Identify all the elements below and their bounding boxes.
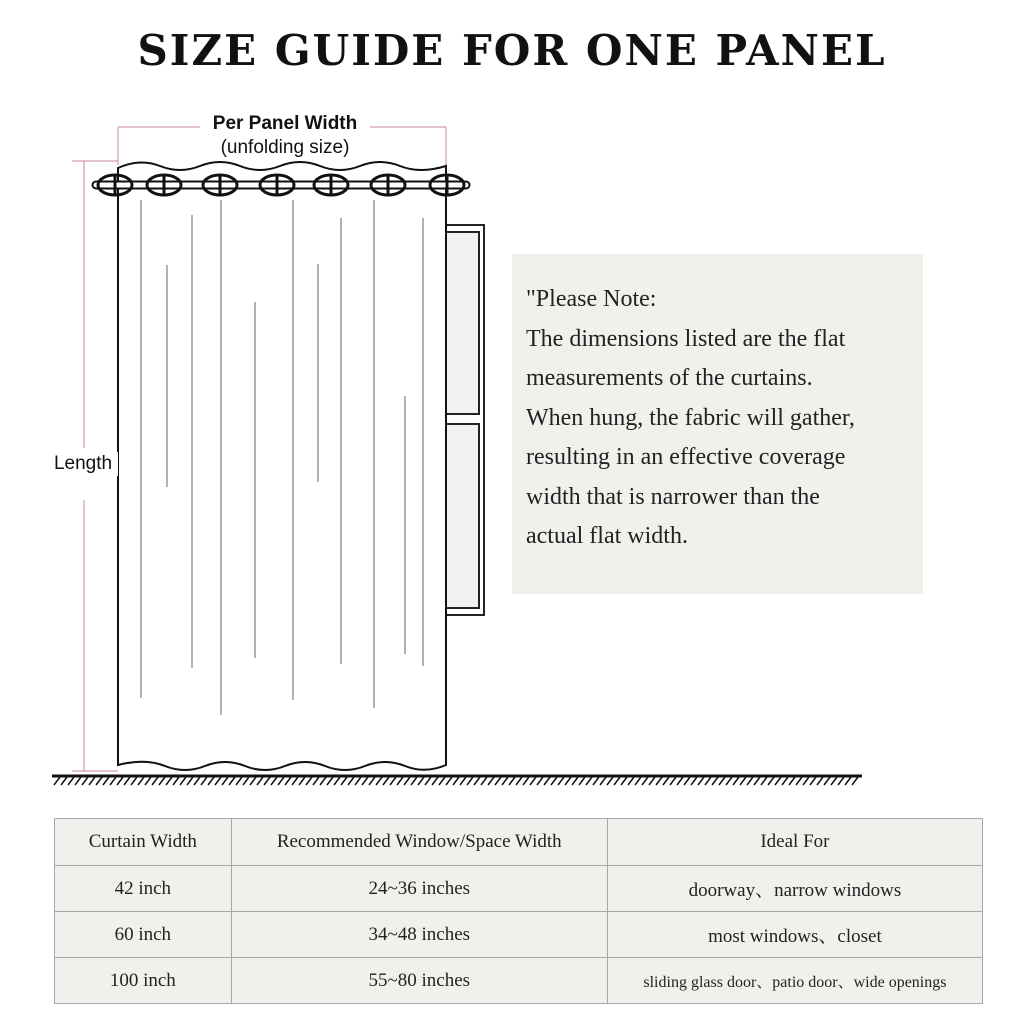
per-panel-width-label: [200, 112, 370, 160]
floor-hatch-mark: [698, 777, 704, 785]
floor-hatch-mark: [432, 777, 438, 785]
floor-hatch-mark: [712, 777, 718, 785]
floor-hatch-mark: [82, 777, 88, 785]
header-ideal-for: Ideal For: [607, 819, 982, 866]
floor-hatch-mark: [719, 777, 725, 785]
note-line: The dimensions listed are the flat: [526, 325, 846, 352]
floor-hatch-mark: [579, 777, 585, 785]
note-line: "Please Note:: [526, 286, 657, 312]
floor-hatch-mark: [320, 777, 326, 785]
floor-hatch-mark: [348, 777, 354, 785]
width-label-subtitle: (unfolding size): [220, 137, 350, 158]
floor-hatch-mark: [544, 777, 550, 785]
floor-hatch-mark: [61, 777, 67, 785]
cell-recommended-width: 24~36 inches: [231, 866, 607, 912]
floor-hatch-mark: [194, 777, 200, 785]
table-row: [55, 912, 983, 958]
floor-hatch-mark: [747, 777, 753, 785]
floor-hatch-mark: [75, 777, 81, 785]
floor-hatch-mark: [817, 777, 823, 785]
floor-hatch-mark: [600, 777, 606, 785]
floor-hatch-mark: [411, 777, 417, 785]
floor-hatch-mark: [565, 777, 571, 785]
floor-hatch-mark: [509, 777, 515, 785]
floor-hatch-mark: [208, 777, 214, 785]
floor-hatch-mark: [418, 777, 424, 785]
floor-hatch-mark: [656, 777, 662, 785]
floor-hatch-mark: [691, 777, 697, 785]
floor-hatch-mark: [103, 777, 109, 785]
floor-hatch-mark: [299, 777, 305, 785]
floor-hatch-mark: [257, 777, 263, 785]
floor-hatch-mark: [558, 777, 564, 785]
floor-hatch-mark: [341, 777, 347, 785]
floor-hatch-mark: [838, 777, 844, 785]
floor-hatch-mark: [670, 777, 676, 785]
size-table: [54, 818, 983, 1004]
floor-hatch-mark: [852, 777, 858, 785]
floor-hatch-mark: [523, 777, 529, 785]
floor-hatch-mark: [131, 777, 137, 785]
floor-hatch-mark: [621, 777, 627, 785]
floor-hatch-mark: [264, 777, 270, 785]
floor-hatch-mark: [215, 777, 221, 785]
floor-hatch-mark: [243, 777, 249, 785]
cell-recommended-width: 34~48 inches: [231, 912, 607, 958]
floor-hatch-mark: [502, 777, 508, 785]
floor-hatch-mark: [271, 777, 277, 785]
floor-hatch-mark: [355, 777, 361, 785]
floor-hatch-mark: [124, 777, 130, 785]
floor-hatch-mark: [117, 777, 123, 785]
floor-hatch-mark: [362, 777, 368, 785]
floor-hatch-mark: [222, 777, 228, 785]
note-line: measurements of the curtains.: [526, 365, 813, 391]
cell-ideal-for: most windows、closet: [607, 912, 982, 958]
cell-ideal-for: doorway、narrow windows: [607, 866, 982, 912]
cell-curtain-width: 100 inch: [55, 958, 232, 1004]
floor-hatch-mark: [425, 777, 431, 785]
floor-hatch-mark: [201, 777, 207, 785]
table-row: [55, 866, 983, 912]
floor-hatch-mark: [845, 777, 851, 785]
floor-hatch-mark: [110, 777, 116, 785]
floor-hatch-mark: [68, 777, 74, 785]
floor-hatch-mark: [439, 777, 445, 785]
note-line: resulting in an effective coverage: [526, 444, 846, 470]
floor-hatch-mark: [460, 777, 466, 785]
page-title: SIZE GUIDE FOR ONE PANEL: [137, 26, 887, 75]
floor-hatch-mark: [446, 777, 452, 785]
floor-hatch-mark: [313, 777, 319, 785]
floor-hatch-mark: [397, 777, 403, 785]
floor-hatch-mark: [705, 777, 711, 785]
floor-line: [52, 776, 862, 785]
floor-hatch-mark: [803, 777, 809, 785]
note-line: When hung, the fabric will gather,: [526, 404, 855, 431]
floor-hatch-mark: [404, 777, 410, 785]
floor-hatch-mark: [89, 777, 95, 785]
floor-hatch-mark: [761, 777, 767, 785]
floor-hatch-mark: [467, 777, 473, 785]
floor-hatch-mark: [551, 777, 557, 785]
floor-hatch-mark: [684, 777, 690, 785]
cell-ideal-for: sliding glass door、patio door、wide openings: [607, 958, 982, 1004]
floor-hatch-mark: [236, 777, 242, 785]
floor-hatch-mark: [334, 777, 340, 785]
floor-hatch-mark: [327, 777, 333, 785]
floor-hatch-mark: [166, 777, 172, 785]
note-line: width that is narrower than the: [526, 483, 820, 510]
floor-hatch-mark: [481, 777, 487, 785]
floor-hatch-mark: [96, 777, 102, 785]
note-line: actual flat width.: [526, 523, 688, 549]
floor-hatch-mark: [145, 777, 151, 785]
cell-curtain-width: 60 inch: [55, 912, 232, 958]
floor-hatch-mark: [173, 777, 179, 785]
floor-hatch-mark: [607, 777, 613, 785]
table-header-row: [55, 819, 983, 866]
floor-hatch-mark: [810, 777, 816, 785]
floor-hatch-mark: [488, 777, 494, 785]
cell-recommended-width: 55~80 inches: [231, 958, 607, 1004]
floor-hatch-mark: [285, 777, 291, 785]
floor-hatch-mark: [831, 777, 837, 785]
floor-hatch-mark: [663, 777, 669, 785]
floor-hatch-mark: [726, 777, 732, 785]
header-recommended-width: Recommended Window/Space Width: [231, 819, 607, 866]
floor-hatch-mark: [740, 777, 746, 785]
floor-hatch-mark: [138, 777, 144, 785]
floor-hatch-mark: [250, 777, 256, 785]
note-box: [512, 254, 923, 594]
width-label-title: Per Panel Width: [212, 113, 358, 134]
table-row: [55, 958, 983, 1004]
floor-hatch-mark: [187, 777, 193, 785]
floor-hatch-mark: [768, 777, 774, 785]
floor-hatch-mark: [642, 777, 648, 785]
floor-hatch-mark: [229, 777, 235, 785]
floor-hatch-mark: [593, 777, 599, 785]
floor-hatch-mark: [733, 777, 739, 785]
floor-hatch-mark: [278, 777, 284, 785]
cell-curtain-width: 42 inch: [55, 866, 232, 912]
floor-hatch-mark: [474, 777, 480, 785]
floor-hatch-mark: [824, 777, 830, 785]
floor-hatch-mark: [180, 777, 186, 785]
floor-hatch-mark: [586, 777, 592, 785]
floor-hatch-mark: [516, 777, 522, 785]
floor-hatch-mark: [369, 777, 375, 785]
floor-hatch-mark: [796, 777, 802, 785]
floor-hatch-mark: [649, 777, 655, 785]
floor-hatch-mark: [495, 777, 501, 785]
floor-hatch-mark: [376, 777, 382, 785]
floor-hatch-mark: [453, 777, 459, 785]
header-curtain-width: Curtain Width: [55, 819, 232, 866]
floor-hatch-mark: [159, 777, 165, 785]
floor-hatch-mark: [572, 777, 578, 785]
floor-hatch-mark: [152, 777, 158, 785]
floor-hatch-mark: [782, 777, 788, 785]
floor-hatch-mark: [292, 777, 298, 785]
floor-hatch-mark: [789, 777, 795, 785]
floor-hatch-mark: [54, 777, 60, 785]
floor-hatch-mark: [530, 777, 536, 785]
floor-hatch-mark: [390, 777, 396, 785]
floor-hatch-mark: [614, 777, 620, 785]
length-label: Length: [48, 452, 118, 476]
floor-hatch-mark: [383, 777, 389, 785]
floor-hatch-mark: [754, 777, 760, 785]
floor-hatch-mark: [537, 777, 543, 785]
floor-hatch-mark: [635, 777, 641, 785]
floor-hatch-mark: [775, 777, 781, 785]
floor-hatch-mark: [628, 777, 634, 785]
floor-hatch-mark: [306, 777, 312, 785]
floor-hatch-mark: [677, 777, 683, 785]
